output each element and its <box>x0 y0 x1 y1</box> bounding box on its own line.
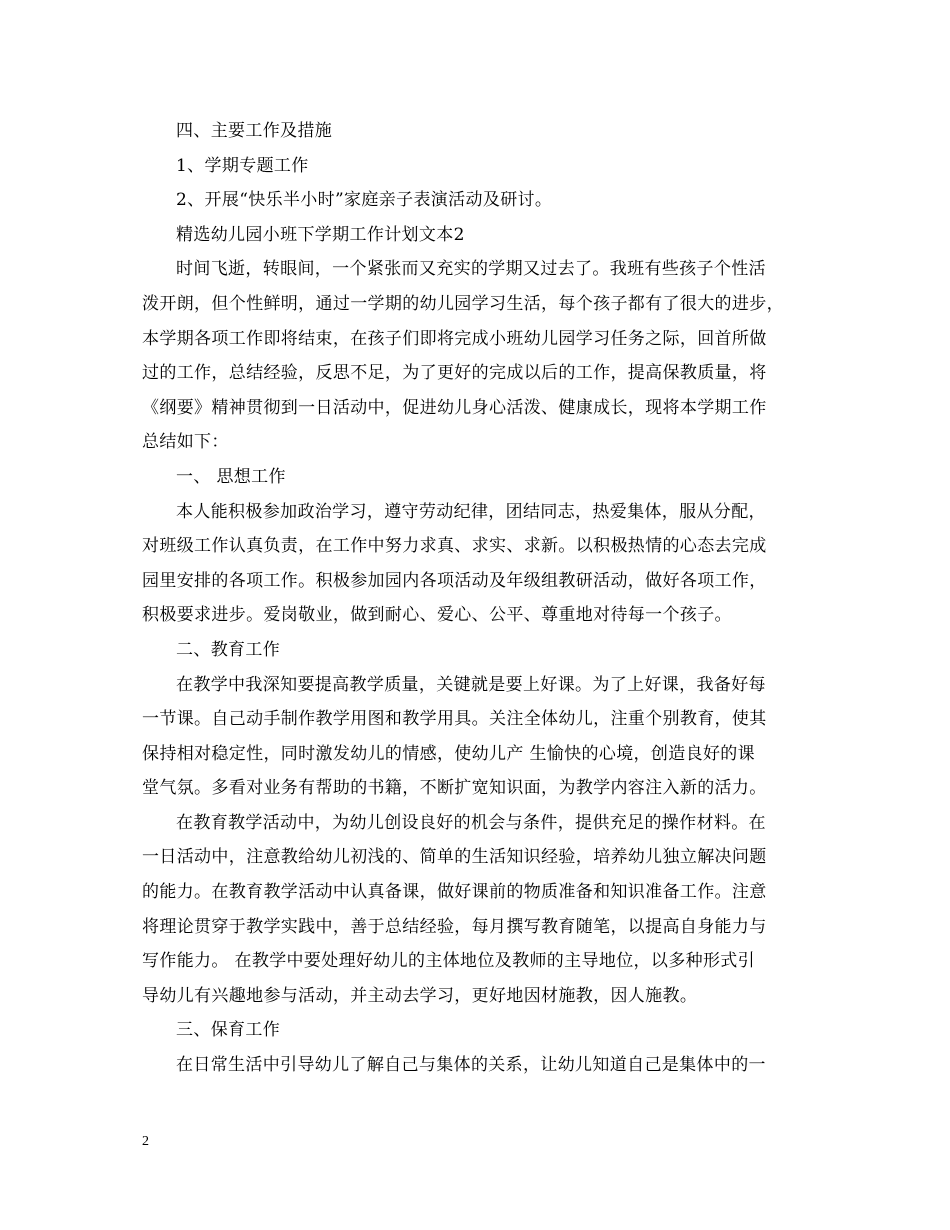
page-number: 2 <box>142 1134 149 1149</box>
text-line: 本学期各项工作即将结束，在孩子们即将完成小班幼儿园学习任务之际，回首所做 <box>142 328 767 349</box>
text-line: 一、 思想工作 <box>176 466 286 487</box>
text-line: 总结如下： <box>142 432 229 453</box>
text-line: 过的工作，总结经验，反思不足，为了更好的完成以后的工作，提高保教质量，将 <box>142 363 767 384</box>
text-line: 精选幼儿园小班下学期工作计划文本2 <box>176 224 465 245</box>
text-line: 将理论贯穿于教学实践中，善于总结经验，每月撰写教育随笔，以提高自身能力与 <box>142 916 767 937</box>
text-line: 二、教育工作 <box>176 639 281 660</box>
text-line: 本人能积极参加政治学习，遵守劳动纪律，团结同志，热爱集体，服从分配， <box>176 501 766 522</box>
text-line: 三、保育工作 <box>176 1020 281 1041</box>
text-line: 的能力。在教育教学活动中认真备课，做好课前的物质准备和知识准备工作。注意 <box>142 882 767 903</box>
text-line: 对班级工作认真负责，在工作中努力求真、求实、求新。以积极热情的心态去完成 <box>142 536 767 557</box>
text-line: 导幼儿有兴趣地参与活动，并主动去学习，更好地因材施教，因人施教。 <box>142 985 698 1006</box>
text-line: 四、主要工作及措施 <box>176 121 333 141</box>
text-line: 1、学期专题工作 <box>176 155 309 176</box>
text-line: 泼开朗，但个性鲜明，通过一学期的幼儿园学习生活，每个孩子都有了很大的进步， <box>142 293 784 314</box>
text-line: 《纲要》精神贯彻到一日活动中，促进幼儿身心活泼、健康成长，现将本学期工作 <box>142 397 767 418</box>
document-body <box>142 114 814 1083</box>
text-line: 积极要求进步。爱岗敬业，做到耐心、爱心、公平、尊重地对待每一个孩子。 <box>142 605 732 626</box>
text-line: 在教育教学活动中，为幼儿创设良好的机会与条件，提供充足的操作材料。在 <box>176 812 766 833</box>
text-line: 2、开展“快乐半小时”家庭亲子表演活动及研讨。 <box>176 190 553 211</box>
text-line: 写作能力。 在教学中要处理好幼儿的主体地位及教师的主导地位，以多种形式引 <box>142 951 756 972</box>
text-line: 一节课。自己动手制作教学用图和教学用具。关注全体幼儿，注重个别教育，使其 <box>142 709 767 730</box>
text-line: 园里安排的各项工作。积极参加园内各项活动及年级组教研活动，做好各项工作， <box>142 570 767 591</box>
text-line: 一日活动中，注意教给幼儿初浅的、简单的生活知识经验，培养幼儿独立解决问题 <box>142 847 767 868</box>
text-line: 在日常生活中引导幼儿了解自己与集体的关系，让幼儿知道自己是集体中的一 <box>176 1055 766 1076</box>
text-line: 时间飞逝，转眼间，一个紧张而又充实的学期又过去了。我班有些孩子个性活 <box>176 259 766 280</box>
text-line: 堂气氛。多看对业务有帮助的书籍，不断扩宽知识面，为教学内容注入新的活力。 <box>142 778 767 799</box>
text-line: 在教学中我深知要提高教学质量，关键就是要上好课。为了上好课，我备好每 <box>176 674 766 695</box>
text-line: 保持相对稳定性，同时激发幼儿的情感，使幼儿产 生愉快的心境，创造良好的课 <box>142 743 756 764</box>
